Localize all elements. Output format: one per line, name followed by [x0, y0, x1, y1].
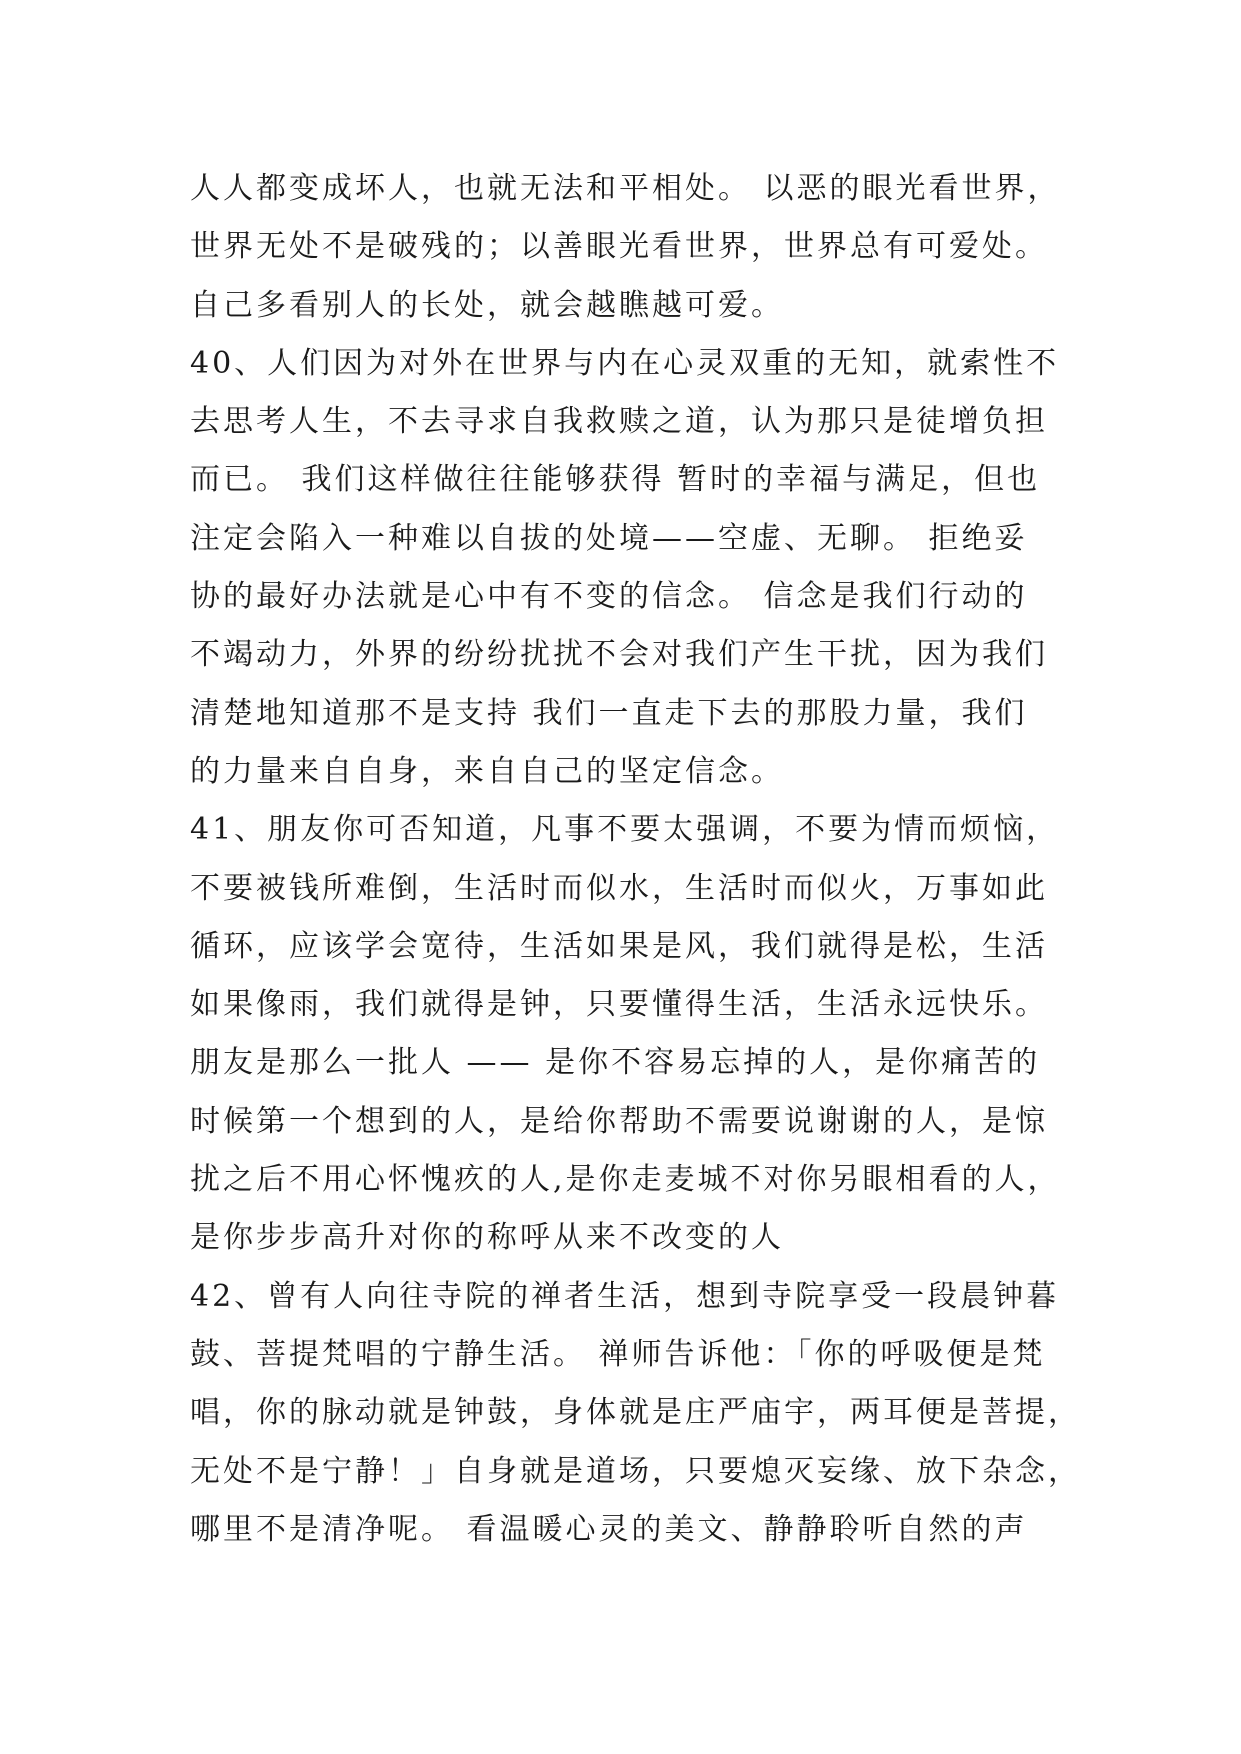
text-line: 朋友是那么一批人 —— 是你不容易忘掉的人，是你痛苦的	[190, 1045, 1041, 1081]
text-line: 时候第一个想到的人，是给你帮助不需要说谢谢的人，是惊	[190, 1103, 1048, 1139]
text-line: 如果像雨，我们就得是钟，只要懂得生活，生活永远快乐。	[190, 987, 1048, 1023]
text-line: 唱，你的脉动就是钟鼓，身体就是庄严庙宇，两耳便是菩提，	[190, 1395, 1081, 1431]
text-line: 注定会陷入一种难以自拔的处境——空虚、无聊。 拒绝妥	[190, 520, 1028, 556]
text-line: 循环，应该学会宽待，生活如果是风，我们就得是松，生活	[190, 928, 1048, 964]
text-line: 扰之后不用心怀愧疚的人,是你走麦城不对你另眼相看的人，	[190, 1162, 1061, 1198]
text-line: 40、人们因为对外在世界与内在心灵双重的无知，就索性不	[190, 345, 1060, 381]
text-line: 42、曾有人向往寺院的禅者生活，想到寺院享受一段晨钟暮	[190, 1278, 1060, 1314]
text-line: 不要被钱所难倒，生活时而似水，生活时而似火，万事如此	[190, 870, 1048, 906]
text-line: 人人都变成坏人，也就无法和平相处。 以恶的眼光看世界，	[190, 171, 1061, 206]
text-line: 是你步步高升对你的称呼从来不改变的人	[190, 1220, 784, 1256]
text-line: 的力量来自自身，来自自己的坚定信念。	[190, 753, 784, 789]
text-line: 清楚地知道那不是支持 我们一直走下去的那股力量，我们	[190, 695, 1028, 731]
text-line: 去思考人生，不去寻求自我救赎之道，认为那只是徒增负担	[190, 404, 1048, 440]
text-line: 世界无处不是破残的；以善眼光看世界，世界总有可爱处。	[190, 229, 1048, 265]
text-line: 无处不是宁静！」自身就是道场，只要熄灭妄缘、放下杂念，	[190, 1453, 1081, 1489]
text-line: 鼓、菩提梵唱的宁静生活。 禅师告诉他：「你的呼吸便是梵	[190, 1336, 1046, 1372]
document-body	[190, 160, 1081, 1559]
text-line: 而已。 我们这样做往往能够获得 暂时的幸福与满足，但也	[190, 462, 1041, 498]
text-line: 协的最好办法就是心中有不变的信念。 信念是我们行动的	[190, 579, 1028, 615]
text-line: 哪里不是清净呢。 看温暖心灵的美文、静静聆听自然的声	[190, 1511, 1028, 1547]
text-line: 不竭动力，外界的纷纷扰扰不会对我们产生干扰，因为我们	[190, 637, 1048, 673]
text-line: 自己多看别人的长处，就会越瞧越可爱。	[190, 287, 784, 323]
text-line: 41、朋友你可否知道，凡事不要太强调，不要为情而烦恼，	[190, 812, 1060, 848]
